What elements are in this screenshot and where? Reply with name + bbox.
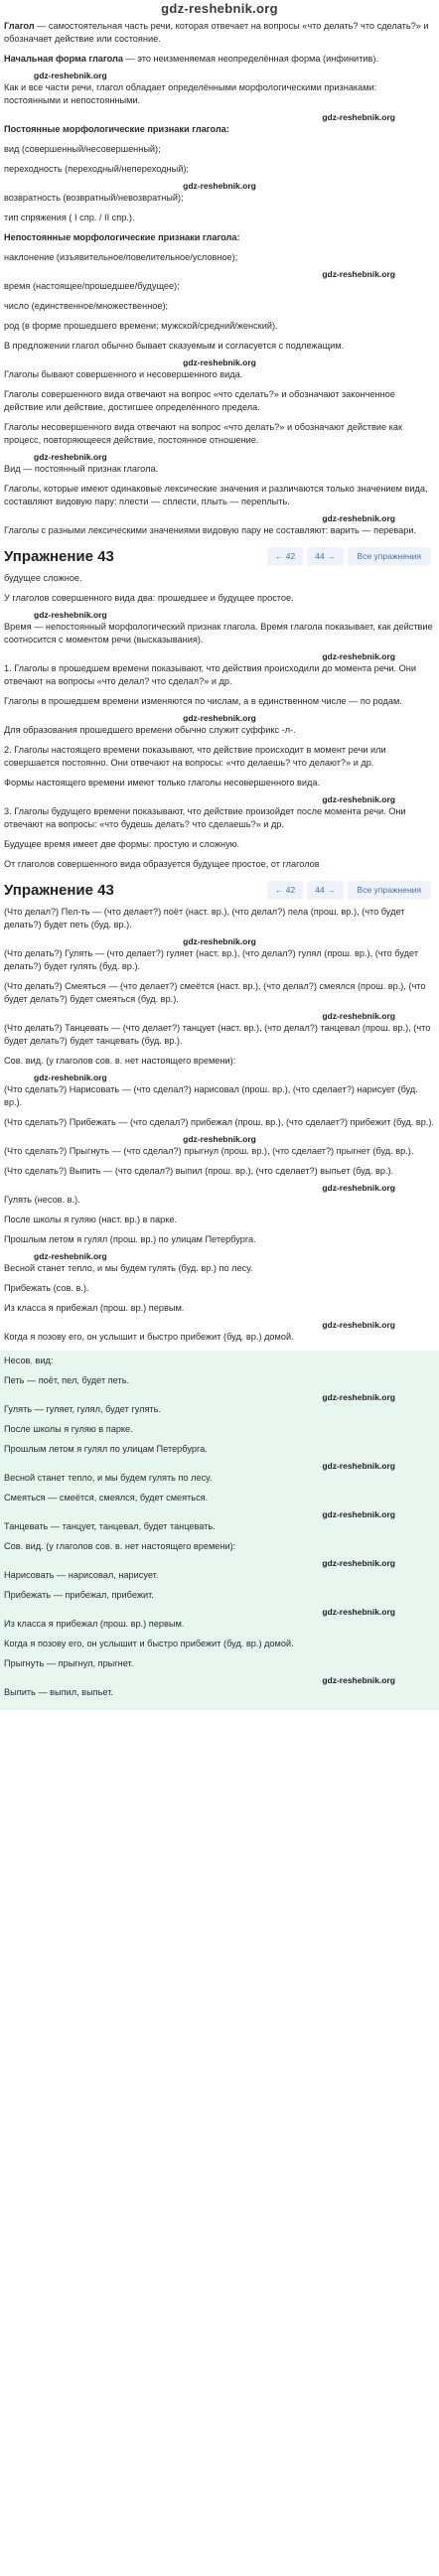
exercise-title: Упражнение 43 — [4, 881, 114, 899]
const-item: тип спряжения ( I спр. / II спр.). — [4, 213, 135, 222]
watermark: gdz-reshebnik.org — [322, 1607, 395, 1617]
exercise-line: Для образования прошедшего времени обычно служит суффикс -л-. — [4, 725, 296, 735]
prev-exercise-button[interactable]: ← 42 — [267, 547, 303, 566]
watermark: gdz-reshebnik.org — [34, 1073, 107, 1082]
watermark: gdz-reshebnik.org — [183, 936, 256, 946]
answer-green-line: После школы я гуляю в парке. — [4, 1424, 133, 1434]
exercise-line: Глаголы в прошедшем времени изменяются по числам, а в единственном числе — по родам. — [4, 696, 402, 706]
exercise-intro: будущее сложное. — [4, 573, 82, 583]
answer-green-line: Гулять — гуляет, гулял, будет гулять. — [4, 1404, 161, 1414]
const-title: Постоянные морфологические признаки глагола: — [4, 124, 229, 134]
prev-exercise-button[interactable]: ← 42 — [267, 881, 303, 900]
exercise-line: Будущее время имеет две формы: простую и сложную. — [4, 839, 240, 849]
theory-p4: В предложении глагол обычно бывает сказуемым и согласуется с подлежащим. — [4, 341, 345, 351]
watermark: gdz-reshebnik.org — [322, 112, 395, 122]
watermark: gdz-reshebnik.org — [34, 1251, 107, 1261]
answer-green-line: Прыгнуть — прыгнул, прыгнет. — [4, 1658, 134, 1668]
watermark: gdz-reshebnik.org — [322, 1392, 395, 1402]
all-exercises-button[interactable]: Все упражнения — [348, 881, 431, 900]
answer-green-line: Петь — поёт, пел, будет петь. — [4, 1375, 130, 1385]
answer-line: (Что сделать?) Выпить — (что сделал?) выпил (прош. вр.), (что сделает?) выпьет (буд. вр.). — [4, 1166, 394, 1176]
answer-line: (Что делать?) Гулять — (что делает?) гуляет (наст. вр.), (что делал?) гулял (прош. вр.), (что будет делать?) будет гулять (буд. вр.). — [4, 948, 419, 971]
answer-green-line: Выпить — выпил, выпьет. — [4, 1687, 113, 1697]
const-item: возвратность (возвратный/невозвратный); — [4, 193, 184, 203]
watermark: gdz-reshebnik.org — [322, 1183, 395, 1193]
nonconst-item: время (настоящее/прошедшее/будущее); — [4, 281, 180, 291]
answer-green-line: Когда я позову его, он услышит и быстро прибежит (буд. вр.) домой. — [4, 1639, 294, 1648]
answer-line: (Что делать?) Смеяться — (что делает?) смеётся (наст. вр.), (что делал?) смеялся (прош. вр.), (что будет делать?) будет смеяться (буд. вр.). — [4, 981, 426, 1004]
watermark: gdz-reshebnik.org — [34, 452, 107, 462]
exercise-line: 3. Глаголы будущего времени показывают, что действие произойдет после момента речи. Они отвечают на вопросы: «что будешь делать? что сделаешь?» и др. — [4, 806, 406, 829]
theory-p2: Начальная форма глагола — это неизменяемая неопределённая форма (инфинитив). — [4, 54, 379, 64]
theory-p3: Как и все части речи, глагол обладает определёнными морфологическими признаками: постоянными и непостоянными. — [4, 82, 377, 105]
answer-line: Когда я позову его, он услышит и быстро прибежит (буд. вр.) домой. — [4, 1332, 294, 1342]
exercise-line: У глаголов совершенного вида два: прошедшее и будущее простое. — [4, 593, 294, 603]
theory-p6: Глаголы совершенного вида отвечают на вопрос «что сделать?» и обозначают законченное действие или действие, достигшее определённого предела. — [4, 389, 395, 412]
watermark: gdz-reshebnik.org — [322, 1509, 395, 1519]
answer-line: (Что сделать?) Нарисовать — (что сделал?) нарисовал (прош. вр.), (что сделает?) нарисует (буд. вр.). — [4, 1084, 418, 1107]
watermark: gdz-reshebnik.org — [322, 794, 395, 804]
answer-line: После школы я гуляю (наст. вр.) в парке. — [4, 1215, 177, 1224]
answer-green-line: Сов. вид. (у глаголов сов. в. нет настоящего времени): — [4, 1541, 236, 1551]
const-item: вид (совершенный/несовершенный); — [4, 144, 161, 154]
site-title[interactable]: gdz-reshebnik.org — [161, 1, 278, 16]
exercise-line: 2. Глаголы настоящего времени показывают, что действие происходит в момент речи или совершается постоянно. Они отвечают на вопросы: «что делаешь? что делают?» и др. — [4, 745, 386, 768]
watermark: gdz-reshebnik.org — [183, 1134, 256, 1144]
answer-line: Гулять (несов. в.). — [4, 1195, 80, 1205]
theory-p10: Глаголы с разными лексическими значениями видовую пару не составляют: варить — перевари. — [4, 525, 417, 535]
const-item: переходность (переходный/непереходный); — [4, 164, 189, 174]
answer-line: Из класса я прибежал (прош. вр.) первым. — [4, 1303, 185, 1313]
answer-green-line: Весной станет тепло, и мы будем гулять по лесу. — [4, 1473, 213, 1483]
answer-green-line: Смеяться — смеётся, смеялся, будет смеяться. — [4, 1493, 209, 1503]
answer-line: (Что делать?) Танцевать — (что делает?) танцует (наст. вр.), (что делал?) танцевал (прош. вр.), (что будет делать?) будет танцевать (буд. вр.). — [4, 1023, 431, 1046]
watermark: gdz-reshebnik.org — [183, 181, 256, 191]
theory-p9: Глаголы, которые имеют одинаковые лексические значения и различаются только значением вида, составляют видовую пару: плести — сплести, плыть — переплыть. — [4, 484, 428, 506]
next-exercise-button[interactable]: 44 → — [307, 881, 343, 900]
nonconst-item: наклонение (изъявительное/повелительное/условное); — [4, 252, 238, 262]
answer-line: Весной станет тепло, и мы будем гулять (буд. вр.) по лесу. — [4, 1263, 253, 1273]
answer-line: (Что сделать?) Прыгнуть — (что сделал?) прыгнул (прош. вр.), (что сделает?) прыгнет (буд. вр.). — [4, 1146, 414, 1156]
watermark: gdz-reshebnik.org — [183, 713, 256, 723]
theory-p7: Глаголы несовершенного вида отвечают на вопрос «что делать?» и обозначают действие как процесс, повторяющееся действие, постоянное отношение. — [4, 422, 402, 445]
watermark: gdz-reshebnik.org — [34, 610, 107, 620]
watermark: gdz-reshebnik.org — [34, 71, 107, 80]
exercise-line: Время — непостоянный морфологический признак глагола. Время глагола показывает, как действие соотносится с моментом речи (высказывания). — [4, 622, 433, 644]
theory-p1: Глагол — самостоятельная часть речи, которая отвечает на вопросы «что делать? что сделать?» и обозначает действие или состояние. — [4, 21, 429, 44]
watermark: gdz-reshebnik.org — [183, 358, 256, 367]
watermark: gdz-reshebnik.org — [322, 1320, 395, 1330]
nonconst-item: число (единственное/множественное); — [4, 301, 169, 311]
watermark: gdz-reshebnik.org — [322, 651, 395, 661]
watermark: gdz-reshebnik.org — [322, 1461, 395, 1471]
watermark: gdz-reshebnik.org — [322, 513, 395, 523]
answer-green-heading: Несов. вид: — [4, 1356, 54, 1365]
answer-green-line: Танцевать — танцует, танцевал, будет танцевать. — [4, 1521, 216, 1531]
exercise-line: 1. Глаголы в прошедшем времени показывают, что действия происходили до момента речи. Они отвечают на вопросы «что делал? что сделал?» и др. — [4, 663, 416, 686]
exercise-nav-bar — [0, 544, 435, 568]
exercise-line: От глаголов совершенного вида образуется будущее простое, от глаголов — [4, 859, 320, 869]
exercise-nav-bar — [0, 878, 435, 902]
answer-line: Сов. вид. (у глаголов сов. в. нет настоящего времени): — [4, 1056, 236, 1066]
next-exercise-button[interactable]: 44 → — [307, 547, 343, 566]
theory-p8: Вид — постоянный признак глагола. — [4, 464, 159, 474]
main-content — [0, 18, 439, 1710]
exercise-title: Упражнение 43 — [4, 547, 114, 565]
theory-p5: Глаголы бывают совершенного и несовершенного вида. — [4, 369, 243, 379]
watermark: gdz-reshebnik.org — [322, 269, 395, 279]
answer-line: (Что делал?) Пел-ть — (что делает?) поёт (наст. вр.), (что делал?) пела (прош. вр.), (что будет делать?) будет петь (буд. вр.). — [4, 907, 405, 930]
watermark: gdz-reshebnik.org — [322, 1675, 395, 1685]
nonconst-item: род (в форме прошедшего времени; мужской/средний/женский). — [4, 321, 278, 331]
nonconst-title: Непостоянные морфологические признаки глагола: — [4, 232, 240, 242]
answer-green-line: Прибежать — прибежал, прибежит. — [4, 1590, 154, 1600]
answer-green-line: Нарисовать — нарисовал, нарисует. — [4, 1570, 159, 1580]
watermark: gdz-reshebnik.org — [322, 1011, 395, 1021]
answer-line: (Что сделать?) Прибежать — (что сделал?) прибежал (прош. вр.), (что сделает?) прибежит (буд. вр.). — [4, 1117, 434, 1127]
answer-line: Прибежать (сов. в.). — [4, 1283, 89, 1293]
answer-green-line: Из класса я прибежал (прош. вр.) первым. — [4, 1619, 185, 1629]
answer-line: Прошлым летом я гулял (прош. вр.) по улицам Петербурга. — [4, 1234, 256, 1244]
answer-highlight-block — [0, 1351, 439, 1710]
all-exercises-button[interactable]: Все упражнения — [348, 547, 431, 566]
exercise-line: Формы настоящего времени имеют только глаголы несовершенного вида. — [4, 778, 321, 787]
answer-green-line: Прошлым летом я гулял по улицам Петербурга. — [4, 1444, 208, 1454]
watermark: gdz-reshebnik.org — [322, 1558, 395, 1568]
